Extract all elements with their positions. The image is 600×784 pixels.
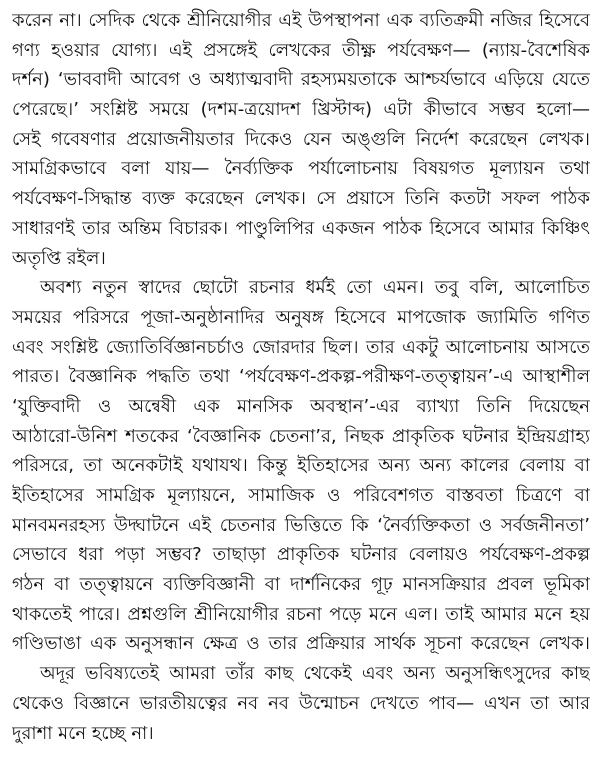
text-line: সময়ের পরিসরে পূজা-অনুষ্ঠানাদির অনুষঙ্গ হিসেবে মাপজোক জ্যামিতি গণিত [12,306,590,328]
text-line: দর্শন) ‘ভাববাদী আবেগ ও অধ্যাত্মবাদী রহস্যময়তাকে আশ্চর্যভাবে এড়িয়ে যেতে [12,69,590,91]
text-line: থাকতেই পারে। প্রশ্নগুলি শ্রীনিয়োগীর রচনা পড়ে মনে এল। তাই আমার মনে হয় [12,603,590,625]
text-line: পেরেছে।’ সংশ্লিষ্ট সময়ে (দশম-ত্রয়োদশ খ্রিস্টাব্দ) এটা কীভাবে সম্ভব হলো— [12,99,590,121]
text-line: ইতিহাসের সামগ্রিক মূল্যায়নে, সামাজিক ও পরিবেশগত বাস্তবতা চিত্রণে বা [12,485,590,506]
text-line: অবশ্য নতুন স্বাদের ছোটো রচনার ধর্মই তো এমন। তবু বলি, আলোচিত [40,277,590,299]
text-line: সামগ্রিকভাবে বলা যায়— নৈর্ব্যক্তিক পর্যালোচনায় বিষয়গত মূল্যায়ন তথা [12,158,590,180]
text-line: ‘যুক্তিবাদী ও অন্বেষী এক মানসিক অবস্থান’-এর ব্যাখ্যা তিনি দিয়েছেন [12,395,590,417]
paragraph [12,659,590,748]
text-line: পারত। বৈজ্ঞানিক পদ্ধতি তথা ‘পর্যবেক্ষণ-প্রকল্প-পরীক্ষণ-তত্ত্বায়ন’-এ আস্থাশীল [12,366,590,388]
text-line: থেকেও বিজ্ঞানে ভারতীয়ত্বের নব নব উন্মোচন দেখতে পাব— এখন তা আর [12,692,590,714]
paragraph [12,273,590,659]
text-line: আঠারো-উনিশ শতকের ‘বৈজ্ঞানিক চেতনা’র, নিছক প্রাকৃতিক ঘটনার ইন্দ্রিয়গ্রাহ্য [12,425,590,447]
text-line: গণ্ডিভাঙা এক অনুসন্ধান ক্ষেত্র ও তার প্রক্রিয়ার সার্থক সূচনা করেছেন লেখক। [12,633,590,655]
document-page [12,6,590,748]
paragraph [12,6,590,273]
text-line: গণ্য হওয়ার যোগ্য। এই প্রসঙ্গেই লেখকের তীক্ষ্ণ পর্যবেক্ষণ— (ন্যায়-বৈশেষিক [12,39,590,61]
text-line: দুরাশা মনে হচ্ছে না। [12,722,154,744]
text-line: সেই গবেষণার প্রয়োজনীয়তার দিকেও যেন অঙ্গুলি নির্দেশ করেছেন লেখক। [12,128,590,150]
text-line: অতৃপ্তি রইল। [12,247,106,269]
text-line: অদূর ভবিষ্যতেই আমরা তাঁর কাছ থেকেই এবং অন্য অনুসন্ধিৎসুদের কাছ [40,663,590,685]
text-line: সেভাবে ধরা পড়া সম্ভব? তাছাড়া প্রাকৃতিক ঘটনার বেলায়ও পর্যবেক্ষণ-প্রকল্প [12,544,590,566]
text-line: মানবমনরহস্য উদ্ঘাটনে এই চেতনার ভিত্তিতে কি ‘নৈর্ব্যক্তিকতা ও সর্বজনীনতা’ [12,514,590,536]
text-line: এবং সংশ্লিষ্ট জ্যোতির্বিজ্ঞানচর্চাও জোরদার ছিল। তার একটু আলোচনায় আসতে [12,336,590,358]
text-line: পরিসরে, তা অনেকটাই যথাযথ। কিন্তু ইতিহাসের অন্য অন্য কালের বেলায় বা [12,455,590,477]
text-line: পর্যবেক্ষণ-সিদ্ধান্ত ব্যক্ত করেছেন লেখক। সে প্রয়াসে তিনি কতটা সফল পাঠক [12,188,590,210]
text-line: করেন না। সেদিক থেকে শ্রীনিয়োগীর এই উপস্থাপনা এক ব্যতিক্রমী নজির হিসেবে [12,10,590,31]
text-line: সাধারণই তার অন্তিম বিচারক। পাণ্ডুলিপির একজন পাঠক হিসেবে আমার কিঞ্চিৎ [12,217,590,239]
text-line: গঠন বা তত্ত্বায়নে ব্যক্তিবিজ্ঞানী বা দার্শনিকের গূঢ় মানসক্রিয়ার প্রবল ভূমিকা [12,574,590,596]
